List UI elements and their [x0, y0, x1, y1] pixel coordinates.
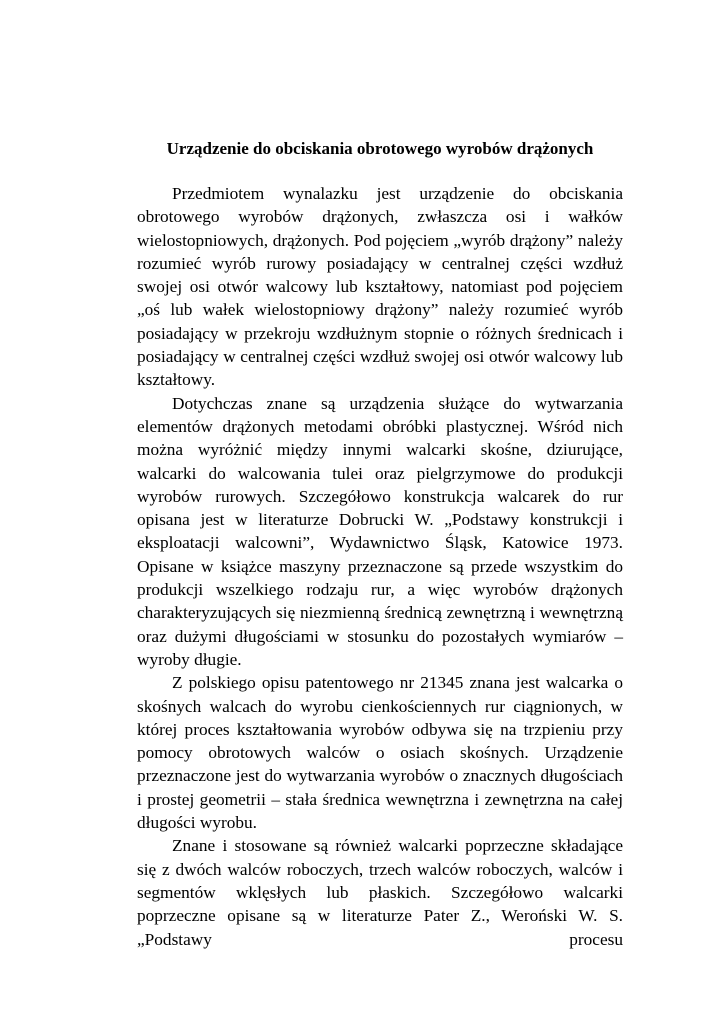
title-spacer — [137, 160, 623, 182]
document-page — [137, 130, 623, 951]
paragraph-cross-rolling-mills: Znane i stosowane są również walcarki poprzeczne składające się z dwóch walców roboczych, trzech walców roboczych, walców i segmentów wklęsłych lub płaskich. Szczegółowo walcarki poprzeczne opisane są w literaturze Pater Z., Weroński W. S. „Podstawy procesu — [137, 836, 623, 949]
paragraph-patent-21345: Z polskiego opisu patentowego nr 21345 znana jest walcarka o skośnych walcach do wyrobu cienkościennych rur ciągnionych, w której proces kształtowania wyrobów odbywa się na trzpieniu przy pomocy obrotowych walców o osiach skośnych. Urządzenie przeznaczone jest do wytwarzania wyrobów o znacznych długościach i prostej geometrii – stała średnica wewnętrzna i zewnętrzna na całej długości wyrobu. — [137, 673, 623, 833]
document-title: Urządzenie do obciskania obrotowego wyrobów drążonych — [166, 139, 594, 158]
paragraph-known-devices: Dotychczas znane są urządzenia służące do wytwarzania elementów drążonych metodami obróbki plastycznej. Wśród nich można wyróżnić między innymi walcarki skośne, dziurujące, walcarki do walcowania tulei oraz pielgrzymowe do produkcji wyrobów rurowych. Szczegółowo konstrukcja walcarek do rur opisana jest w literaturze Dobrucki W. „Podstawy konstrukcji i eksploatacji walcowni”, Wydawnictwo Śląsk, Katowice 1973. Opisane w książce maszyny przeznaczone są przede wszystkim do produkcji wszelkiego rodzaju rur, a więc wyrobów drążonych charakteryzujących się niezmienną średnicą zewnętrzną i wewnętrzną oraz dużymi długościami w stosunku do pozostałych wymiarów – wyroby długie. — [137, 393, 623, 669]
paragraph-invention-subject: Przedmiotem wynalazku jest urządzenie do obciskania obrotowego wyrobów drążonych, zwłaszcza osi i wałków wielostopniowych, drążonych. Pod pojęciem „wyrób drążony” należy rozumieć wyrób rurowy posiadający w centralnej części wzdłuż swojej osi otwór walcowy lub kształtowy, natomiast pod pojęciem „oś lub wałek wielostopniowy drążony” należy rozumieć wyrób posiadający w przekroju wzdłużnym stopnie o różnych średnicach i posiadający w centralnej części wzdłuż swojej osi otwór walcowy lub kształtowy. — [137, 184, 623, 390]
document-body — [137, 182, 623, 951]
